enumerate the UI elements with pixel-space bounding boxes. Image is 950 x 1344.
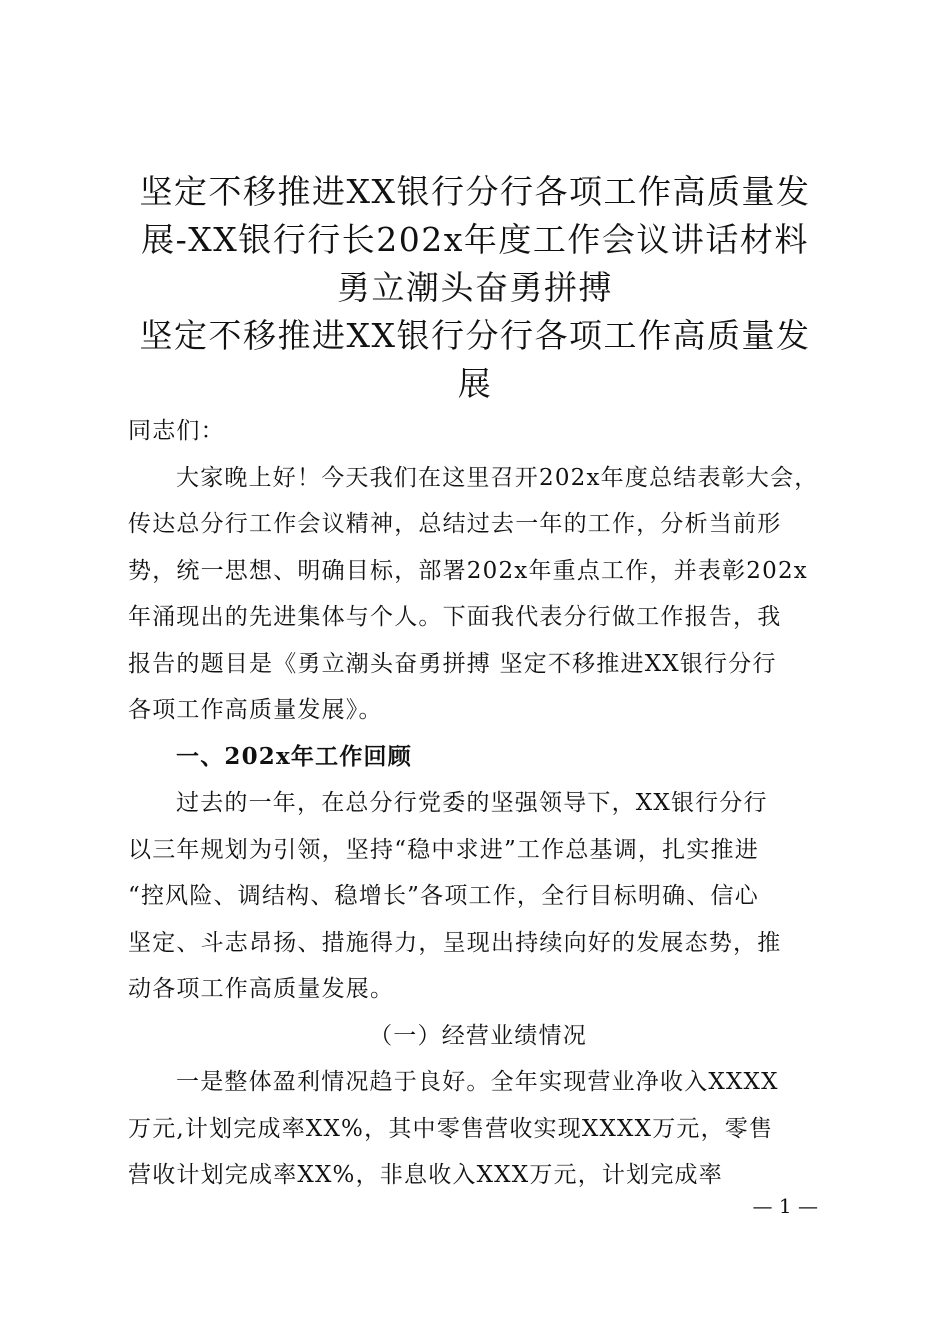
paragraph-line: 过去的一年，在总分行党委的坚强领导下，XX银行分行 <box>176 790 768 816</box>
paragraph-line: 动各项工作高质量发展。 <box>128 976 395 1002</box>
document-title <box>110 168 840 408</box>
title-line: 展-XX银行行长202x年度工作会议讲话材料 <box>141 220 809 259</box>
paragraph-line: “控风险、调结构、稳增长”各项工作，全行目标明确、信心 <box>128 883 759 909</box>
paragraph-line: 万元,计划完成率XX%，其中零售营收实现XXXX万元，零售 <box>128 1115 774 1142</box>
paragraph-line: 报告的题目是《勇立潮头奋勇拼搏 坚定不移推进XX银行分行 <box>128 650 777 677</box>
document-body <box>128 408 828 1199</box>
paragraph-line: 传达总分行工作会议精神，总结过去一年的工作，分析当前形 <box>128 511 782 537</box>
title-line: 勇立潮头奋勇拼搏 <box>337 268 613 307</box>
paragraph-line: 营收计划完成率XX%，非息收入XXX万元，计划完成率 <box>128 1162 723 1188</box>
review-paragraph <box>128 780 828 1013</box>
paragraph-line: 势，统一思想、明确目标，部署202x年重点工作，并表彰202x <box>128 557 808 584</box>
intro-paragraph <box>128 455 828 734</box>
section-heading: 一、202x年工作回顾 <box>176 742 412 770</box>
paragraph-line: 大家晚上好！今天我们在这里召开202x年度总结表彰大会， <box>176 464 819 491</box>
salutation: 同志们： <box>128 418 225 444</box>
paragraph-line: 坚定、斗志昂扬、措施得力，呈现出持续向好的发展态势，推 <box>128 929 782 956</box>
subsection-heading: （一）经营业绩情况 <box>369 1022 587 1049</box>
page-number: — 1 — <box>752 1194 818 1218</box>
performance-paragraph <box>128 1059 828 1199</box>
paragraph-line: 一是整体盈利情况趋于良好。全年实现营业净收入XXXX <box>176 1069 779 1095</box>
title-line: 展 <box>457 364 493 403</box>
paragraph-line: 以三年规划为引领，坚持“稳中求进”工作总基调，扎实推进 <box>128 836 759 863</box>
title-line: 坚定不移推进XX银行分行各项工作高质量发 <box>139 316 811 355</box>
title-line: 坚定不移推进XX银行分行各项工作高质量发 <box>139 172 811 211</box>
paragraph-line: 年涌现出的先进集体与个人。下面我代表分行做工作报告，我 <box>128 604 782 630</box>
paragraph-line: 各项工作高质量发展》。 <box>128 697 383 723</box>
